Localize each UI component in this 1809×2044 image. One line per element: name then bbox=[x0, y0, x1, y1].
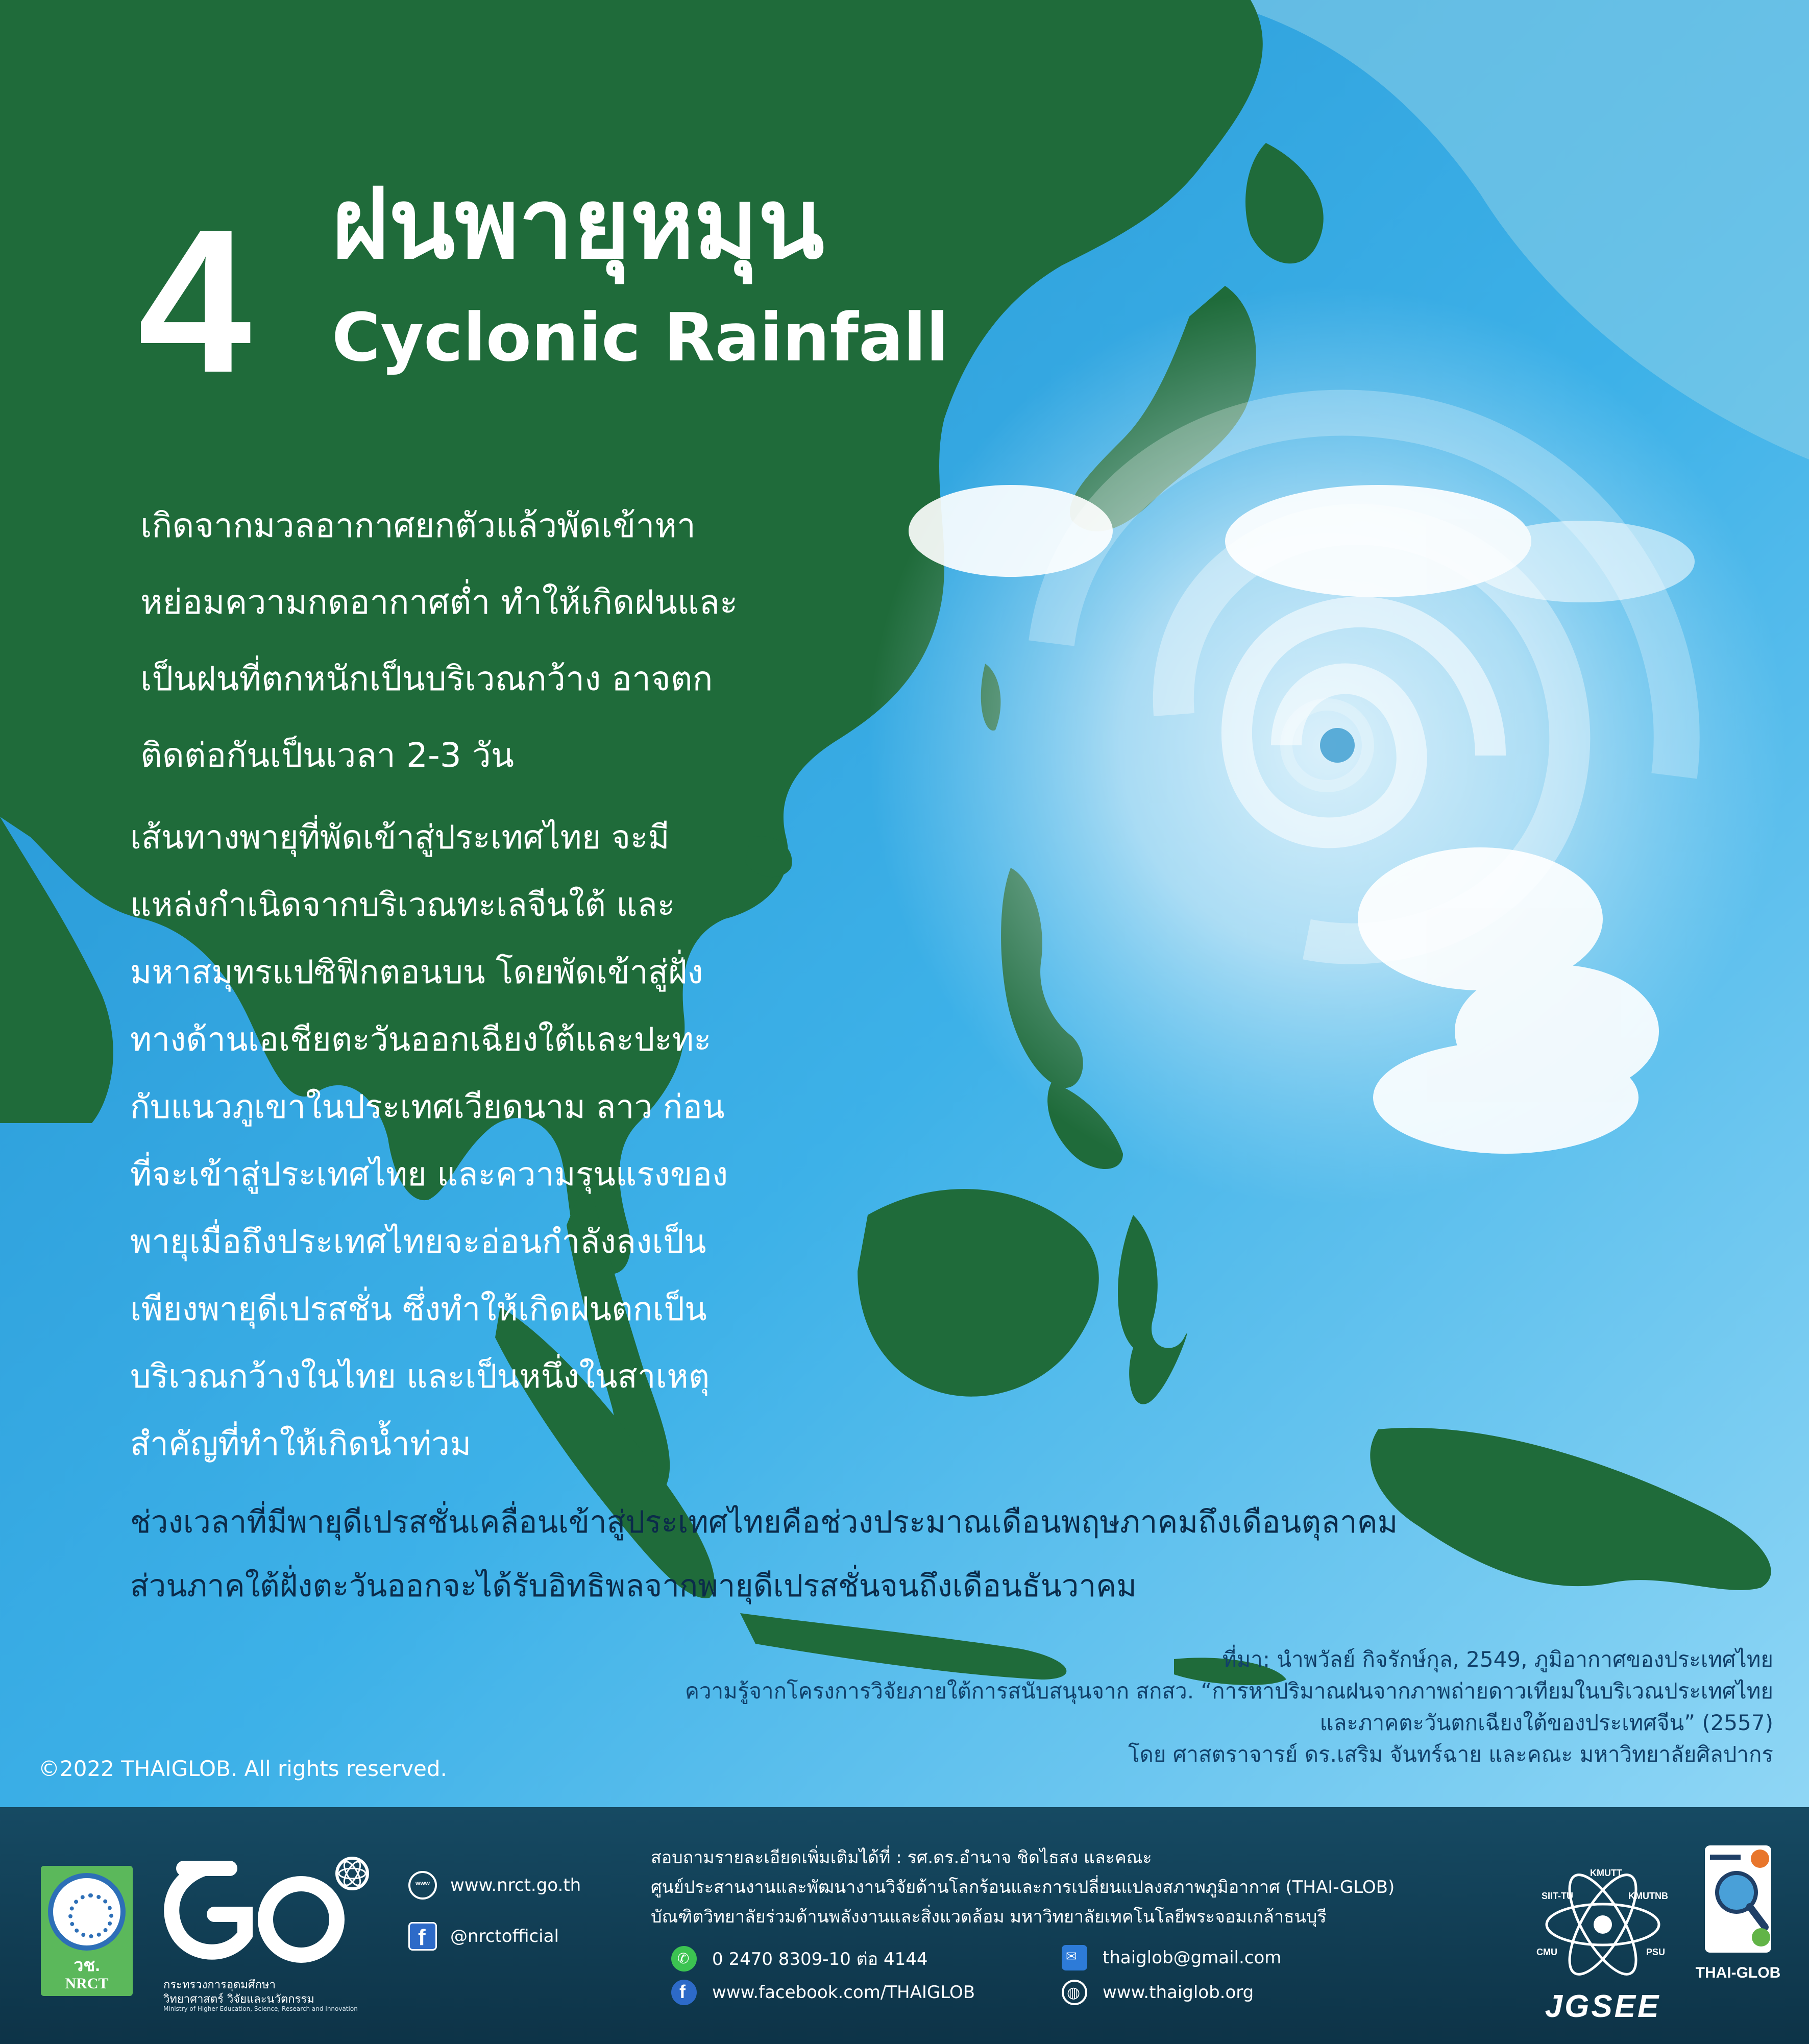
citation-line: ความรู้จากโครงการวิจัยภายใต้การสนับสนุนจาก สกสว. “การหาปริมาณฝนจากภาพถ่ายดาวเทียมในบริเวณประเทศไทย bbox=[685, 1678, 1773, 1704]
thaiglob-badge bbox=[1705, 1845, 1771, 1953]
title-thai: ฝนพายุหมุน bbox=[332, 167, 824, 280]
info-line: บัณฑิตวิทยาลัยร่วมด้านพลังงานและสิ่งแวดล้อม มหาวิทยาลัยเทคโนโลยีพระจอมเกล้าธนบุรี bbox=[651, 1907, 1327, 1927]
phone-number: 0 2470 8309-10 ต่อ 4144 bbox=[712, 1949, 928, 1969]
text-line: ทางด้านเอเชียตะวันออกเฉียงใต้และปะทะ bbox=[130, 1021, 712, 1059]
phone-icon: ✆ bbox=[671, 1946, 697, 1972]
text-line: ส่วนภาคใต้ฝั่งตะวันออกจะได้รับอิทธิพลจากพายุดีเปรสชั่นจนถึงเดือนธันวาคม bbox=[130, 1568, 1137, 1604]
text-line: แหล่งกำเนิดจากบริเวณทะเลจีนใต้ และ bbox=[130, 886, 675, 924]
text-line: หย่อมความกดอากาศต่ำ ทำให้เกิดฝนและ bbox=[140, 582, 738, 622]
globe-icon: ◍ bbox=[1062, 1980, 1087, 2005]
season-paragraph bbox=[130, 1491, 1398, 1618]
thaiglob-logo bbox=[1690, 1845, 1781, 2019]
go-logo-icon bbox=[153, 1848, 378, 1970]
facebook-url: www.facebook.com/THAIGLOB bbox=[712, 1982, 975, 2003]
ministry-name-thai-2: วิทยาศาสตร์ วิจัยและนวัตกรรม bbox=[163, 1993, 314, 2006]
text-line: เกิดจากมวลอากาศยกตัวแล้วพัดเข้าหา bbox=[140, 506, 696, 545]
citation-line: และภาคตะวันตกเฉียงใต้ของประเทศจีน” (2557) bbox=[1319, 1710, 1773, 1735]
footer-bar bbox=[0, 1807, 1809, 2044]
storm-path-paragraph bbox=[130, 804, 728, 1478]
text-line: พายุเมื่อถึงประเทศไทยจะอ่อนกำลังลงเป็น bbox=[130, 1223, 706, 1261]
text-line: เส้นทางพายุที่พัดเข้าสู่ประเทศไทย จะมี bbox=[130, 819, 670, 857]
text-line: สำคัญที่ทำให้เกิดน้ำท่วม bbox=[130, 1425, 472, 1463]
text-line: ช่วงเวลาที่มีพายุดีเปรสชั่นเคลื่อนเข้าสู่ประเทศไทยคือช่วงประมาณเดือนพฤษภาคมถึงเดือนตุลาคม bbox=[130, 1504, 1398, 1540]
nrct-website-text: www.nrct.go.th bbox=[450, 1875, 581, 1895]
website-url: www.thaiglob.org bbox=[1103, 1982, 1254, 2003]
email-address: thaiglob@gmail.com bbox=[1103, 1948, 1282, 1968]
thaiglob-website-link[interactable] bbox=[1062, 1980, 1254, 2005]
section-number: 4 bbox=[138, 187, 247, 415]
text-line: บริเวณกว้างในไทย และเป็นหนึ่งในสาเหตุ bbox=[130, 1358, 710, 1396]
source-citation bbox=[685, 1644, 1773, 1770]
intro-paragraph bbox=[140, 488, 738, 794]
university-label: KMUTNB bbox=[1628, 1891, 1668, 1901]
nrct-label-english: NRCT bbox=[65, 1975, 109, 1992]
thaiglob-label: THAI-GLOB bbox=[1695, 1964, 1781, 1981]
text-line: กับแนวภูเขาในประเทศเวียดนาม ลาว ก่อน bbox=[130, 1088, 725, 1126]
university-label: CMU bbox=[1536, 1947, 1557, 1957]
text-line: มหาสมุทรแปซิฟิกตอนบน โดยพัดเข้าสู่ฝั่ง bbox=[130, 954, 703, 991]
info-line: ศูนย์ประสานงานและพัฒนางานวิจัยด้านโลกร้อนและการเปลี่ยนแปลงสภาพภูมิอากาศ (THAI-GLOB) bbox=[651, 1877, 1395, 1897]
nrct-facebook-link[interactable] bbox=[408, 1922, 559, 1951]
www-globe-icon: www bbox=[408, 1871, 437, 1900]
ministry-name-english: Ministry of Higher Education, Science, Research and Innovation bbox=[163, 2005, 358, 2012]
ministry-name-thai-1: กระทรวงการอุดมศึกษา bbox=[163, 1979, 276, 1991]
magnifier-globe-icon bbox=[1705, 1845, 1771, 1953]
nrct-logo bbox=[41, 1866, 133, 1996]
thaiglob-facebook-link[interactable] bbox=[671, 1980, 975, 2005]
nrct-website-link[interactable] bbox=[408, 1871, 581, 1900]
nrct-label-thai: วช. bbox=[74, 1956, 100, 1975]
email-contact[interactable] bbox=[1062, 1945, 1281, 1970]
phone-contact[interactable] bbox=[671, 1945, 927, 1973]
ministry-logo bbox=[153, 1848, 378, 2016]
atom-icon bbox=[1526, 1843, 1679, 1986]
university-label: KMUTT bbox=[1590, 1868, 1622, 1878]
info-line: สอบถามรายละเอียดเพิ่มเติมได้ที่ : รศ.ดร.อำนาจ ชิดไธสง และคณะ bbox=[651, 1847, 1152, 1868]
text-line: เพียงพายุดีเปรสชั่น ซึ่งทำให้เกิดฝนตกเป็น bbox=[130, 1291, 707, 1328]
university-label: SIIT-TU bbox=[1542, 1891, 1573, 1901]
university-label: PSU bbox=[1646, 1947, 1666, 1957]
nrct-seal-icon bbox=[48, 1873, 126, 1951]
copyright-notice: ©2022 THAIGLOB. All rights reserved. bbox=[38, 1756, 447, 1781]
facebook-icon: f bbox=[408, 1922, 437, 1951]
text-line: ติดต่อกันเป็นเวลา 2-3 วัน bbox=[140, 736, 514, 775]
text-line: ที่จะเข้าสู่ประเทศไทย และความรุนแรงของ bbox=[130, 1156, 728, 1194]
text-line: เป็นฝนที่ตกหนักเป็นบริเวณกว้าง อาจตก bbox=[140, 659, 713, 698]
facebook-icon: f bbox=[671, 1980, 697, 2005]
nrct-facebook-text: @nrctofficial bbox=[450, 1926, 559, 1946]
contact-info bbox=[651, 1843, 1395, 1932]
citation-line: โดย ศาสตราจารย์ ดร.เสริม จันทร์ฉาย และคณะ มหาวิทยาลัยศิลปากร bbox=[1128, 1742, 1773, 1767]
mail-icon: ✉ bbox=[1062, 1945, 1087, 1970]
title-english: Cyclonic Rainfall bbox=[332, 299, 949, 376]
jgsee-logo bbox=[1526, 1843, 1679, 2022]
citation-line: ที่มา: นำพวัลย์ กิจรักษ์กุล, 2549, ภูมิอากาศของประเทศไทย bbox=[1222, 1647, 1773, 1672]
jgsee-label: JGSEE bbox=[1545, 1989, 1661, 2024]
